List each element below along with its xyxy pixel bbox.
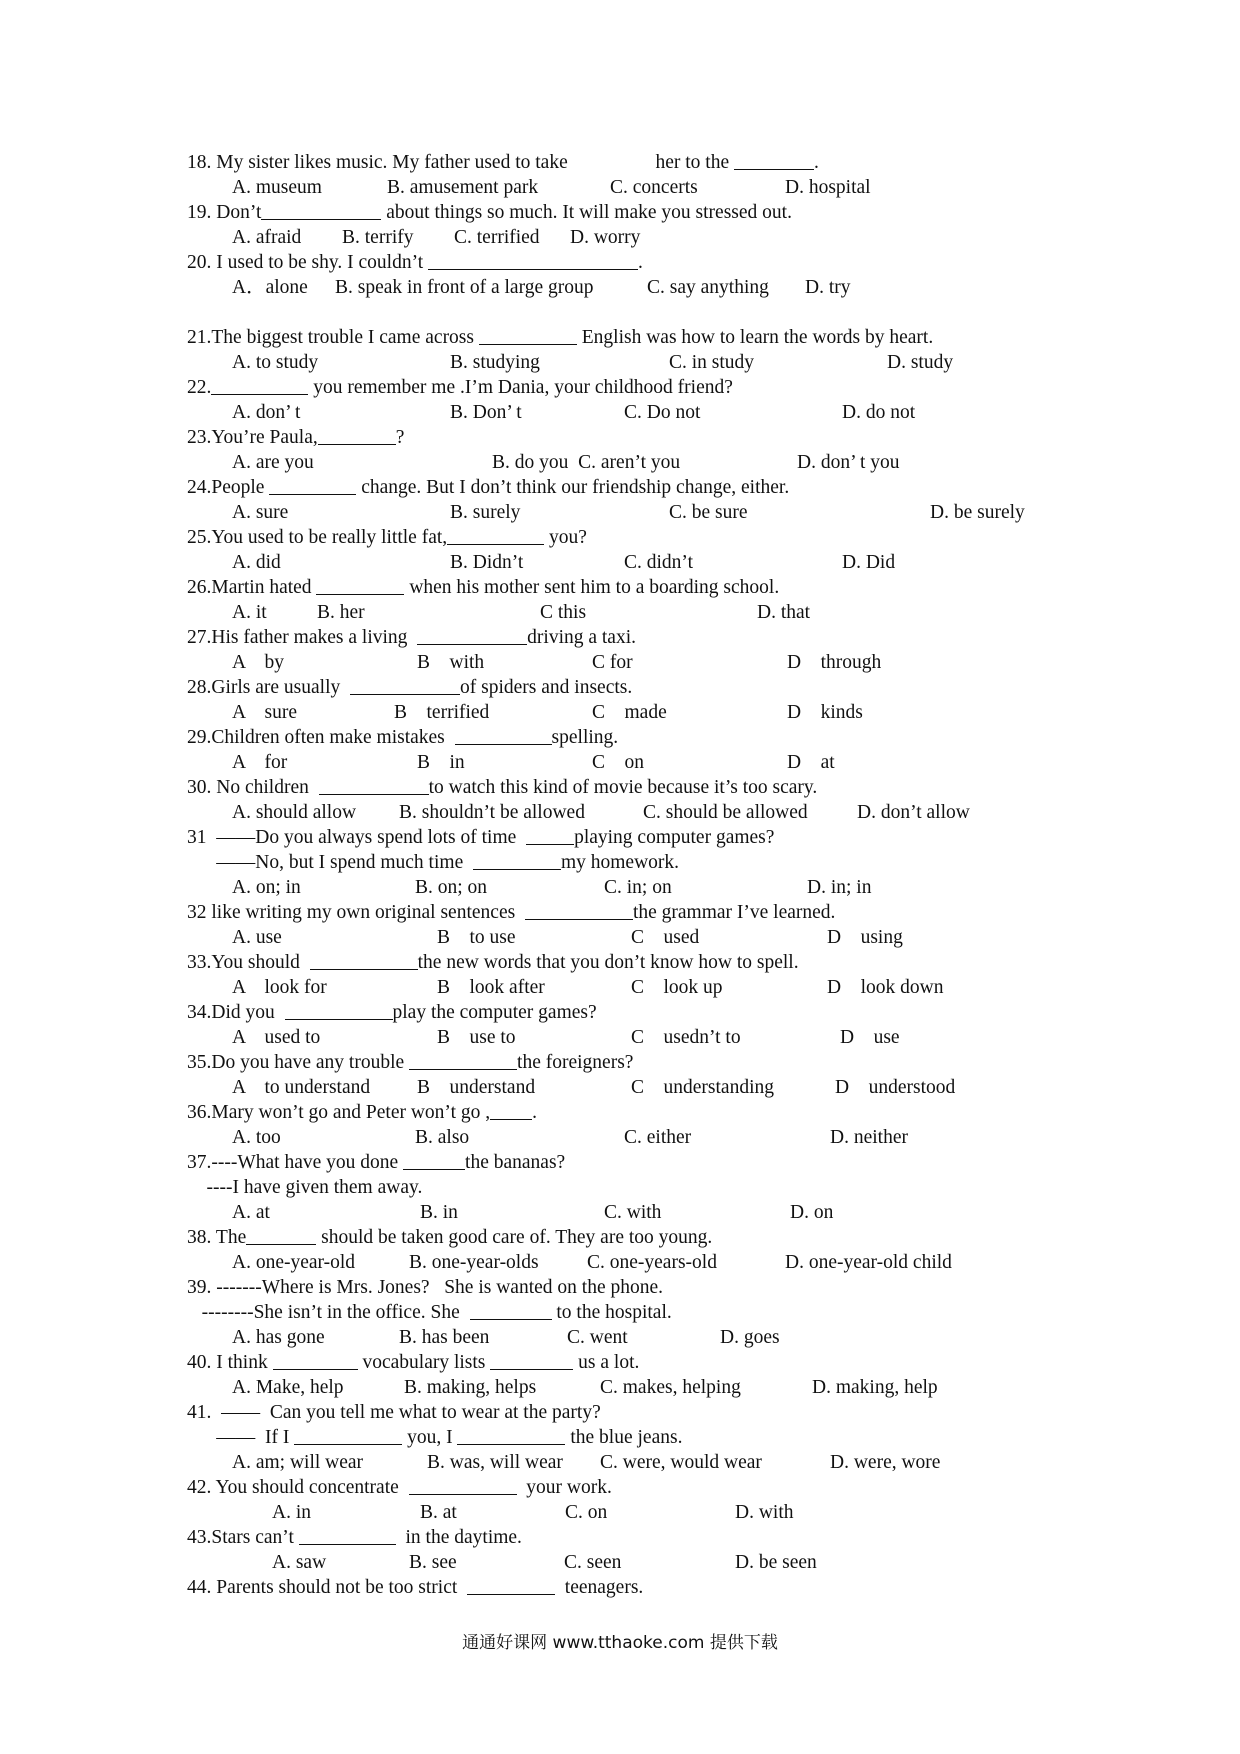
options-line xyxy=(187,975,1067,1000)
question-line xyxy=(187,1400,1067,1425)
question-line xyxy=(187,1100,1067,1125)
options-line xyxy=(187,500,1067,525)
answer-option: B. speak in front of a large group xyxy=(335,277,594,298)
answer-option: D. hospital xyxy=(785,177,871,198)
answer-option: C. Do not xyxy=(624,402,701,423)
answer-blank xyxy=(734,151,814,170)
answer-blank xyxy=(409,1051,517,1070)
answer-option: A. too xyxy=(232,1127,281,1148)
answer-option: C. be sure xyxy=(669,502,748,523)
question-number: 39. xyxy=(187,1277,217,1298)
answer-option: D. neither xyxy=(830,1127,908,1148)
options-line xyxy=(187,1550,1067,1575)
answer-option: A used to xyxy=(232,1027,321,1048)
question-text: Girls are usually xyxy=(211,677,351,698)
answer-option: B. Didn’t xyxy=(450,552,524,573)
answer-option: D. were, wore xyxy=(830,1452,941,1473)
options-line xyxy=(187,875,1067,900)
question-number: 31 xyxy=(187,827,217,848)
answer-option: A. Make, help xyxy=(232,1377,344,1398)
question-text: the foreigners? xyxy=(517,1052,634,1073)
question-line xyxy=(187,150,1067,175)
options-line xyxy=(187,700,1067,725)
question-text: of spiders and insects. xyxy=(460,677,633,698)
question-number: 25. xyxy=(187,527,212,548)
answer-option: C. were, would wear xyxy=(600,1452,762,1473)
answer-option: D. try xyxy=(805,277,851,298)
options-line xyxy=(187,175,1067,200)
answer-option: C usedn’t to xyxy=(631,1027,741,1048)
options-line xyxy=(187,1375,1067,1400)
answer-blank xyxy=(525,901,633,920)
answer-blank xyxy=(467,1576,555,1595)
answer-option: D using xyxy=(827,927,903,948)
options-line xyxy=(187,1125,1067,1150)
question-text: I used to be shy. I couldn’t xyxy=(216,252,429,273)
question-line xyxy=(187,1350,1067,1375)
options-line xyxy=(187,450,1067,475)
answer-option: C. terrified xyxy=(454,227,540,248)
answer-option: D. with xyxy=(735,1502,794,1523)
answer-option: B. shouldn’t be allowed xyxy=(399,802,585,823)
question-line xyxy=(187,725,1067,750)
question-text: You should xyxy=(211,952,310,973)
question-text: in the daytime. xyxy=(395,1527,522,1548)
question-text: —— If I xyxy=(216,1427,295,1448)
answer-option: D. one-year-old child xyxy=(785,1252,952,1273)
question-text: . xyxy=(532,1102,537,1123)
options-line xyxy=(187,1325,1067,1350)
question-text: like writing my own original sentences xyxy=(211,902,525,923)
answer-option: C. should be allowed xyxy=(643,802,808,823)
answer-option: A sure xyxy=(232,702,297,723)
answer-blank xyxy=(316,576,404,595)
question-number: 21. xyxy=(187,327,212,348)
answer-blank xyxy=(490,1351,573,1370)
question-number: 28. xyxy=(187,677,212,698)
question-line xyxy=(187,1275,1067,1300)
question-text: Did you xyxy=(211,1002,285,1023)
question-line xyxy=(187,1475,1067,1500)
answer-option: C understanding xyxy=(631,1077,774,1098)
question-line xyxy=(187,575,1067,600)
answer-option: A. sure xyxy=(232,502,289,523)
question-line xyxy=(187,1050,1067,1075)
answer-option: D. be seen xyxy=(735,1552,817,1573)
answer-blank xyxy=(310,951,418,970)
answer-option: C. in; on xyxy=(604,877,672,898)
question-number: 19. xyxy=(187,202,217,223)
answer-option: B terrified xyxy=(394,702,490,723)
answer-option: A. afraid xyxy=(232,227,302,248)
question-text: --------She isn’t in the office. She xyxy=(201,1302,470,1323)
question-line xyxy=(187,1525,1067,1550)
question-text: vocabulary lists xyxy=(357,1352,491,1373)
question-text: should be taken good care of. They are too young. xyxy=(316,1227,713,1248)
answer-blank xyxy=(526,826,574,845)
question-text: ? xyxy=(395,427,405,448)
options-line xyxy=(187,1250,1067,1275)
question-line xyxy=(187,1300,1067,1325)
answer-blank xyxy=(294,1426,402,1445)
question-line xyxy=(187,825,1067,850)
answer-blank xyxy=(319,776,429,795)
answer-option: A．alone xyxy=(232,277,308,298)
answer-option: D kinds xyxy=(787,702,863,723)
question-line xyxy=(187,775,1067,800)
question-text: Mary won’t go and Peter won’t go , xyxy=(211,1102,491,1123)
question-text: my homework. xyxy=(560,852,680,873)
question-number: 32 xyxy=(187,902,212,923)
answer-option: B. surely xyxy=(450,502,521,523)
answer-option: D. Did xyxy=(842,552,896,573)
answer-option: D. making, help xyxy=(812,1377,938,1398)
answer-option: A look for xyxy=(232,977,327,998)
question-number: 30. xyxy=(187,777,217,798)
question-number: 40. xyxy=(187,1352,217,1373)
answer-option: A. museum xyxy=(232,177,322,198)
question-text: You should concentrate xyxy=(215,1477,409,1498)
question-number: 36. xyxy=(187,1102,212,1123)
question-number: 23. xyxy=(187,427,212,448)
answer-option: D. be surely xyxy=(930,502,1025,523)
answer-blank xyxy=(246,1226,316,1245)
question-text: ----I have given them away. xyxy=(206,1177,423,1198)
answer-option: B. also xyxy=(415,1127,470,1148)
answer-blank xyxy=(409,1476,517,1495)
question-number: 43. xyxy=(187,1527,212,1548)
answer-option: D look down xyxy=(827,977,944,998)
question-text: Martin hated xyxy=(211,577,317,598)
answer-option: C. say anything xyxy=(647,277,769,298)
question-text: to watch this kind of movie because it’s too scary. xyxy=(428,777,818,798)
question-line xyxy=(187,425,1067,450)
question-line xyxy=(187,1425,1067,1450)
answer-option: A. in xyxy=(272,1502,311,1523)
question-text: to the hospital. xyxy=(551,1302,672,1323)
answer-blank xyxy=(479,326,577,345)
answer-option: C made xyxy=(592,702,667,723)
question-number: 34. xyxy=(187,1002,212,1023)
spacer xyxy=(187,300,1067,325)
answer-option: A. on; in xyxy=(232,877,301,898)
question-number: 22. xyxy=(187,377,212,398)
question-number: 29. xyxy=(187,727,212,748)
options-line xyxy=(187,1025,1067,1050)
question-text: His father makes a living xyxy=(211,627,418,648)
answer-option: C. went xyxy=(567,1327,628,1348)
answer-option: B. one-year-olds xyxy=(409,1252,539,1273)
answer-option: D at xyxy=(787,752,835,773)
answer-option: A. it xyxy=(232,602,267,623)
answer-option: A by xyxy=(232,652,285,673)
question-text: You’re Paula, xyxy=(211,427,318,448)
answer-option: C. in study xyxy=(669,352,755,373)
question-text: Stars can’t xyxy=(211,1527,299,1548)
answer-blank xyxy=(457,1426,565,1445)
answer-option: B understand xyxy=(417,1077,536,1098)
question-text: your work. xyxy=(516,1477,612,1498)
answer-option: B. Don’ t xyxy=(450,402,522,423)
page-footer: 通通好课网 www.tthaoke.com 提供下载 xyxy=(462,1633,778,1653)
answer-option: B. was, will wear xyxy=(427,1452,563,1473)
question-number: 27. xyxy=(187,627,212,648)
question-text: when his mother sent him to a boarding school. xyxy=(404,577,780,598)
answer-option: C. concerts xyxy=(610,177,698,198)
question-list xyxy=(187,150,1067,1600)
options-line xyxy=(187,600,1067,625)
answer-option: A for xyxy=(232,752,288,773)
options-line xyxy=(187,1075,1067,1100)
question-text: I think xyxy=(216,1352,273,1373)
question-text: . xyxy=(814,152,819,173)
question-line xyxy=(187,1575,1067,1600)
options-line xyxy=(187,350,1067,375)
question-text: Don’t xyxy=(216,202,262,223)
answer-option: A. am; will wear xyxy=(232,1452,364,1473)
question-number: 42. xyxy=(187,1477,216,1498)
question-line xyxy=(187,625,1067,650)
options-line xyxy=(187,650,1067,675)
answer-blank xyxy=(473,851,561,870)
question-text: you, I xyxy=(402,1427,458,1448)
question-text: you? xyxy=(544,527,587,548)
question-number: 37. xyxy=(187,1152,212,1173)
answer-option: A. at xyxy=(232,1202,270,1223)
options-line xyxy=(187,225,1067,250)
answer-blank xyxy=(273,1351,358,1370)
answer-blank xyxy=(211,376,308,395)
question-text: playing computer games? xyxy=(574,827,775,848)
options-line xyxy=(187,550,1067,575)
answer-option: C for xyxy=(592,652,633,673)
question-text: Parents should not be too strict xyxy=(216,1577,468,1598)
question-number xyxy=(187,1302,202,1323)
answer-option: A. to study xyxy=(232,352,319,373)
question-line xyxy=(187,1150,1067,1175)
answer-option: A. one-year-old xyxy=(232,1252,356,1273)
answer-option: B look after xyxy=(437,977,545,998)
question-line xyxy=(187,525,1067,550)
question-text: English was how to learn the words by heart. xyxy=(576,327,934,348)
question-text: ——No, but I spend much time xyxy=(216,852,473,873)
answer-option: C look up xyxy=(631,977,723,998)
question-text: You used to be really little fat, xyxy=(211,527,448,548)
question-number: 35. xyxy=(187,1052,212,1073)
answer-option: D. don’ t you xyxy=(797,452,900,473)
options-line xyxy=(187,400,1067,425)
answer-blank xyxy=(417,626,527,645)
answer-blank xyxy=(455,726,552,745)
answer-option: D. on xyxy=(790,1202,834,1223)
question-number: 44. xyxy=(187,1577,217,1598)
answer-blank xyxy=(269,476,356,495)
options-line xyxy=(187,750,1067,775)
options-line xyxy=(187,800,1067,825)
answer-option: B with xyxy=(417,652,485,673)
question-text: change. But I don’t think our friendship change, either. xyxy=(356,477,790,498)
answer-option: A. are you xyxy=(232,452,314,473)
question-text: teenagers. xyxy=(555,1577,644,1598)
answer-option: B. her xyxy=(317,602,365,623)
question-text: us a lot. xyxy=(573,1352,640,1373)
options-line xyxy=(187,1200,1067,1225)
question-text: the bananas? xyxy=(465,1152,566,1173)
question-text: People xyxy=(211,477,270,498)
answer-option: C. with xyxy=(604,1202,662,1223)
question-text: My sister likes music. My father used to take her to the xyxy=(216,152,734,173)
question-number: 26. xyxy=(187,577,212,598)
answer-option: A. did xyxy=(232,552,281,573)
question-line xyxy=(187,675,1067,700)
question-text: The biggest trouble I came across xyxy=(211,327,479,348)
answer-option: C used xyxy=(631,927,700,948)
answer-option: B. making, helps xyxy=(404,1377,537,1398)
question-text: Do you have any trouble xyxy=(211,1052,410,1073)
answer-blank xyxy=(318,426,396,445)
question-number: 20. xyxy=(187,252,217,273)
question-text: play the computer games? xyxy=(392,1002,597,1023)
answer-blank xyxy=(447,526,544,545)
question-number xyxy=(187,852,216,873)
options-line xyxy=(187,1450,1067,1475)
options-line xyxy=(187,925,1067,950)
answer-option: C. makes, helping xyxy=(600,1377,741,1398)
answer-option: B. studying xyxy=(450,352,540,373)
answer-blank xyxy=(428,251,638,270)
question-text: ——Do you always spend lots of time xyxy=(216,827,527,848)
question-line xyxy=(187,1225,1067,1250)
question-text: the blue jeans. xyxy=(565,1427,683,1448)
answer-option: A. don’ t xyxy=(232,402,301,423)
question-line xyxy=(187,375,1067,400)
answer-option: C. didn’t xyxy=(624,552,693,573)
question-text: -------Where is Mrs. Jones? She is wanted on the phone. xyxy=(216,1277,663,1298)
answer-blank xyxy=(285,1001,393,1020)
question-number: 38. xyxy=(187,1227,216,1248)
answer-option: A. should allow xyxy=(232,802,357,823)
answer-option: B. has been xyxy=(399,1327,490,1348)
question-line xyxy=(187,250,1067,275)
question-line xyxy=(187,475,1067,500)
answer-blank xyxy=(299,1526,396,1545)
answer-option: D understood xyxy=(835,1077,956,1098)
question-text: spelling. xyxy=(551,727,619,748)
answer-option: A. use xyxy=(232,927,282,948)
answer-option: C. one-years-old xyxy=(587,1252,717,1273)
question-number: 33. xyxy=(187,952,212,973)
question-number: 18. xyxy=(187,152,217,173)
answer-blank xyxy=(350,676,460,695)
answer-blank xyxy=(261,201,381,220)
answer-option: B. in xyxy=(420,1202,458,1223)
answer-blank xyxy=(490,1101,532,1120)
answer-option: C. either xyxy=(624,1127,692,1148)
answer-blank xyxy=(470,1301,552,1320)
options-line xyxy=(187,1500,1067,1525)
question-number xyxy=(187,1177,207,1198)
question-line xyxy=(187,950,1067,975)
answer-option: D. don’t allow xyxy=(857,802,970,823)
answer-option: D. that xyxy=(757,602,811,623)
answer-option: B. on; on xyxy=(415,877,488,898)
question-text: you remember me .I’m Dania, your childhood friend? xyxy=(308,377,733,398)
answer-option: A. saw xyxy=(272,1552,327,1573)
question-text: about things so much. It will make you stressed out. xyxy=(381,202,792,223)
question-text: No children xyxy=(216,777,319,798)
answer-blank xyxy=(403,1151,465,1170)
question-text: ----What have you done xyxy=(211,1152,404,1173)
answer-option: C on xyxy=(592,752,645,773)
question-number: 24. xyxy=(187,477,212,498)
question-line xyxy=(187,850,1067,875)
answer-option: B. do you C. aren’t you xyxy=(492,452,681,473)
answer-option: D. do not xyxy=(842,402,916,423)
question-line xyxy=(187,1175,1067,1200)
answer-option: B. terrify xyxy=(342,227,414,248)
answer-option: A to understand xyxy=(232,1077,371,1098)
answer-option: C. seen xyxy=(564,1552,622,1573)
options-line xyxy=(187,275,1067,300)
answer-option: D through xyxy=(787,652,882,673)
answer-option: B in xyxy=(417,752,465,773)
question-line xyxy=(187,200,1067,225)
answer-option: D. goes xyxy=(720,1327,780,1348)
answer-option: C this xyxy=(540,602,587,623)
answer-option: B. amusement park xyxy=(387,177,539,198)
answer-option: A. has gone xyxy=(232,1327,325,1348)
answer-option: D. study xyxy=(887,352,954,373)
question-number: 41. xyxy=(187,1402,222,1423)
answer-option: C. on xyxy=(565,1502,608,1523)
question-text: driving a taxi. xyxy=(527,627,637,648)
answer-option: B to use xyxy=(437,927,516,948)
question-line xyxy=(187,1000,1067,1025)
question-line xyxy=(187,325,1067,350)
question-text: the new words that you don’t know how to spell. xyxy=(417,952,799,973)
question-text: the grammar I’ve learned. xyxy=(632,902,836,923)
question-text: Children often make mistakes xyxy=(211,727,455,748)
answer-option: B. see xyxy=(409,1552,457,1573)
question-text: —— Can you tell me what to wear at the party? xyxy=(221,1402,601,1423)
answer-option: B. at xyxy=(420,1502,457,1523)
answer-option: D use xyxy=(840,1027,900,1048)
question-number xyxy=(187,1427,216,1448)
question-text: . xyxy=(638,252,643,273)
answer-option: D. in; in xyxy=(807,877,872,898)
question-text: The xyxy=(215,1227,247,1248)
answer-option: B use to xyxy=(437,1027,516,1048)
answer-option: D. worry xyxy=(570,227,641,248)
question-line xyxy=(187,900,1067,925)
